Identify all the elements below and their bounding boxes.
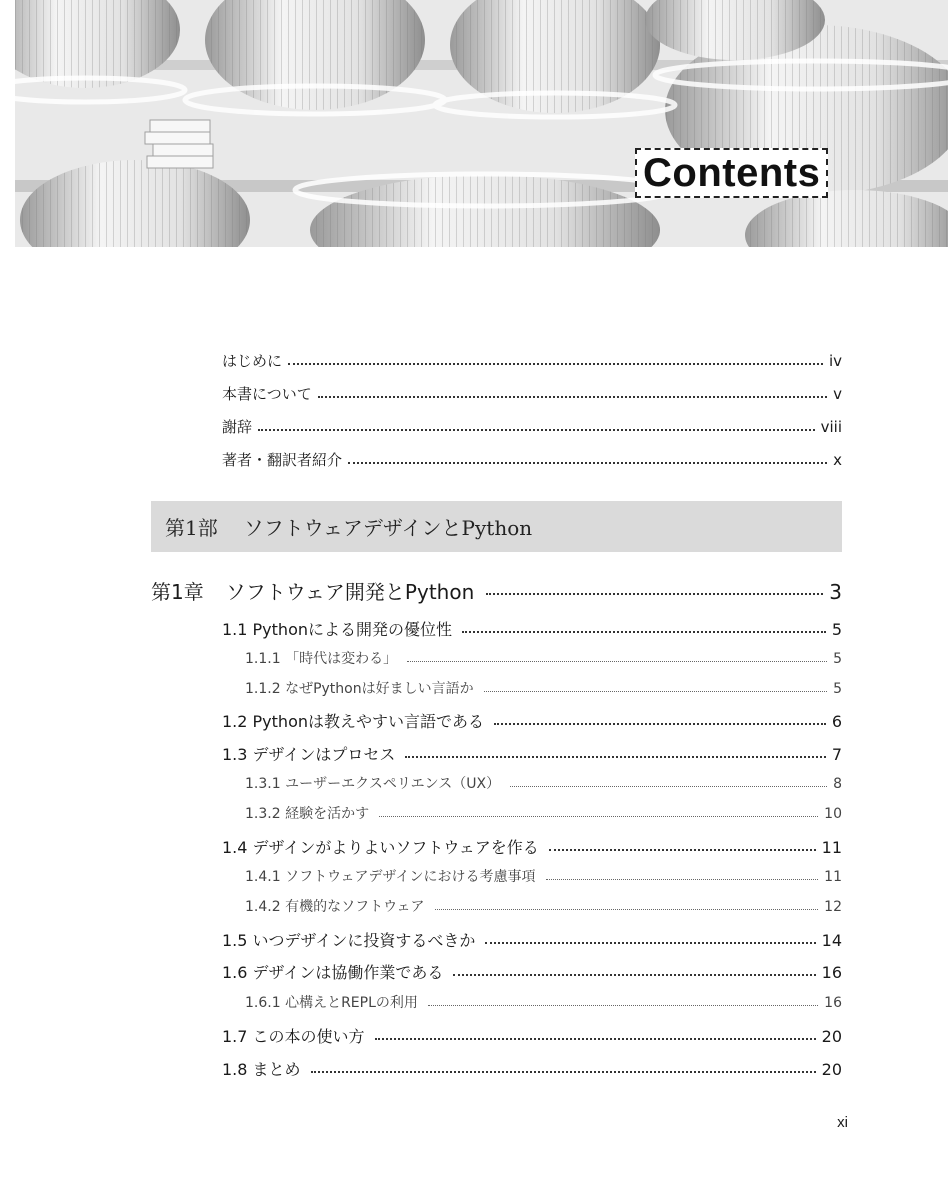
toc-entry-label: 1.7 この本の使い方 <box>222 1027 365 1046</box>
toc-section-entry[interactable] <box>222 742 842 765</box>
toc-entry-page: iv <box>828 352 842 370</box>
toc-front-entry[interactable] <box>222 449 842 470</box>
leader-dots <box>379 816 818 817</box>
toc-entry-label: 1.6 デザインは協働作業である <box>222 963 444 982</box>
toc-entry-page: 20 <box>821 1027 842 1046</box>
toc-entry-page: 16 <box>824 995 842 1011</box>
toc-entry-label: 1.3 デザインはプロセス <box>222 745 396 764</box>
toc-section-entry[interactable] <box>222 835 842 858</box>
toc-entry-page: viii <box>820 418 842 436</box>
toc-entry-label: 1.5 いつデザインに投資するべきか <box>222 931 476 950</box>
leader-dots <box>453 974 815 976</box>
leader-dots <box>375 1038 816 1040</box>
toc-subsection-entry[interactable] <box>245 678 842 698</box>
leader-dots <box>311 1071 816 1073</box>
leader-dots <box>494 723 826 725</box>
toc-entry-page: 5 <box>831 620 842 639</box>
toc-section-entry[interactable] <box>222 1024 842 1047</box>
toc-subsection-entry[interactable] <box>245 803 842 823</box>
toc-entry-page: 5 <box>833 681 842 697</box>
leader-dots <box>405 756 825 758</box>
toc-entry-page: 20 <box>821 1060 842 1079</box>
leader-dots <box>484 691 827 692</box>
toc-subsection-entry[interactable] <box>245 992 842 1012</box>
toc-entry-label: 1.4 デザインがよりよいソフトウェアを作る <box>222 838 539 857</box>
toc-entry-page: 8 <box>833 776 842 792</box>
toc-entry-label: 本書について <box>222 385 312 403</box>
leader-dots <box>486 593 823 595</box>
toc-subsection-entry[interactable] <box>245 866 842 886</box>
toc-entry-label: 1.4.2 有機的なソフトウェア <box>245 899 425 915</box>
toc-entry-page: 5 <box>833 651 842 667</box>
toc-entry-page: v <box>833 385 842 403</box>
toc-entry-page: 12 <box>824 899 842 915</box>
chapter-title: ソフトウェア開発とPython <box>225 580 475 604</box>
toc-entry-label: 1.4.1 ソフトウェアデザインにおける考慮事項 <box>245 869 536 885</box>
toc-front-entry[interactable] <box>222 350 842 371</box>
toc-entry-label: 著者・翻訳者紹介 <box>222 451 343 469</box>
toc-entry-label: 1.1.1 「時代は変わる」 <box>245 651 398 667</box>
toc-subsection-entry[interactable] <box>245 648 842 668</box>
part-heading[interactable] <box>151 501 842 552</box>
toc-entry-page: 10 <box>824 806 842 822</box>
leader-dots <box>549 849 816 851</box>
toc-entry-page: 6 <box>831 712 842 731</box>
leader-dots <box>288 363 823 365</box>
toc-entry-label: 1.1.2 なぜPythonは好ましい言語か <box>245 681 474 697</box>
toc-subsection-entry[interactable] <box>245 773 842 793</box>
toc-section-entry[interactable] <box>222 1057 842 1080</box>
leader-dots <box>318 396 827 398</box>
toc-entry-page: 11 <box>821 838 842 857</box>
toc-front-entry[interactable] <box>222 383 842 404</box>
leader-dots <box>348 462 827 464</box>
toc-entry-page: 11 <box>824 869 842 885</box>
toc-entry-label: 1.2 Pythonは教えやすい言語である <box>222 712 484 731</box>
toc-entry-page: 16 <box>821 963 842 982</box>
toc-entry-label: 1.1 Pythonによる開発の優位性 <box>222 620 452 639</box>
header-banner <box>15 0 948 247</box>
toc-entry-page: x <box>833 451 842 469</box>
chapter-number: 第1章 <box>151 580 204 604</box>
toc-section-entry[interactable] <box>222 928 842 951</box>
toc-entry-label: 1.3.2 経験を活かす <box>245 806 370 822</box>
toc-section-entry[interactable] <box>222 709 842 732</box>
toc-entry-label: 1.3.1 ユーザーエクスペリエンス（UX） <box>245 776 501 792</box>
leader-dots <box>485 942 815 944</box>
toc-subsection-entry[interactable] <box>245 896 842 916</box>
contents-title-box <box>635 148 828 198</box>
toc-front-entry[interactable] <box>222 416 842 437</box>
toc-entry-page: 7 <box>831 745 842 764</box>
toc-entry-label: はじめに <box>222 352 283 370</box>
toc-entry-page: 14 <box>821 931 842 950</box>
leader-dots <box>428 1005 818 1006</box>
leader-dots <box>435 909 819 910</box>
leader-dots <box>258 429 815 431</box>
chapter-page: 3 <box>829 580 842 604</box>
toc-section-entry[interactable] <box>222 960 842 983</box>
leader-dots <box>510 786 827 787</box>
page-title: Contents <box>643 151 821 195</box>
toc-entry-label: 謝辞 <box>222 418 253 436</box>
page-number: xi <box>837 1114 848 1131</box>
leader-dots <box>462 631 826 633</box>
part-title: ソフトウェアデザインとPython <box>243 516 533 540</box>
toc-chapter-entry[interactable] <box>151 576 842 605</box>
leader-dots <box>546 879 819 880</box>
leader-dots <box>407 661 827 662</box>
toc-entry-label: 1.6.1 心構えとREPLの利用 <box>245 995 418 1011</box>
bookshelf-illustration <box>15 0 948 247</box>
part-number: 第1部 <box>165 516 218 540</box>
toc-section-entry[interactable] <box>222 617 842 640</box>
toc-entry-label: 1.8 まとめ <box>222 1060 301 1079</box>
